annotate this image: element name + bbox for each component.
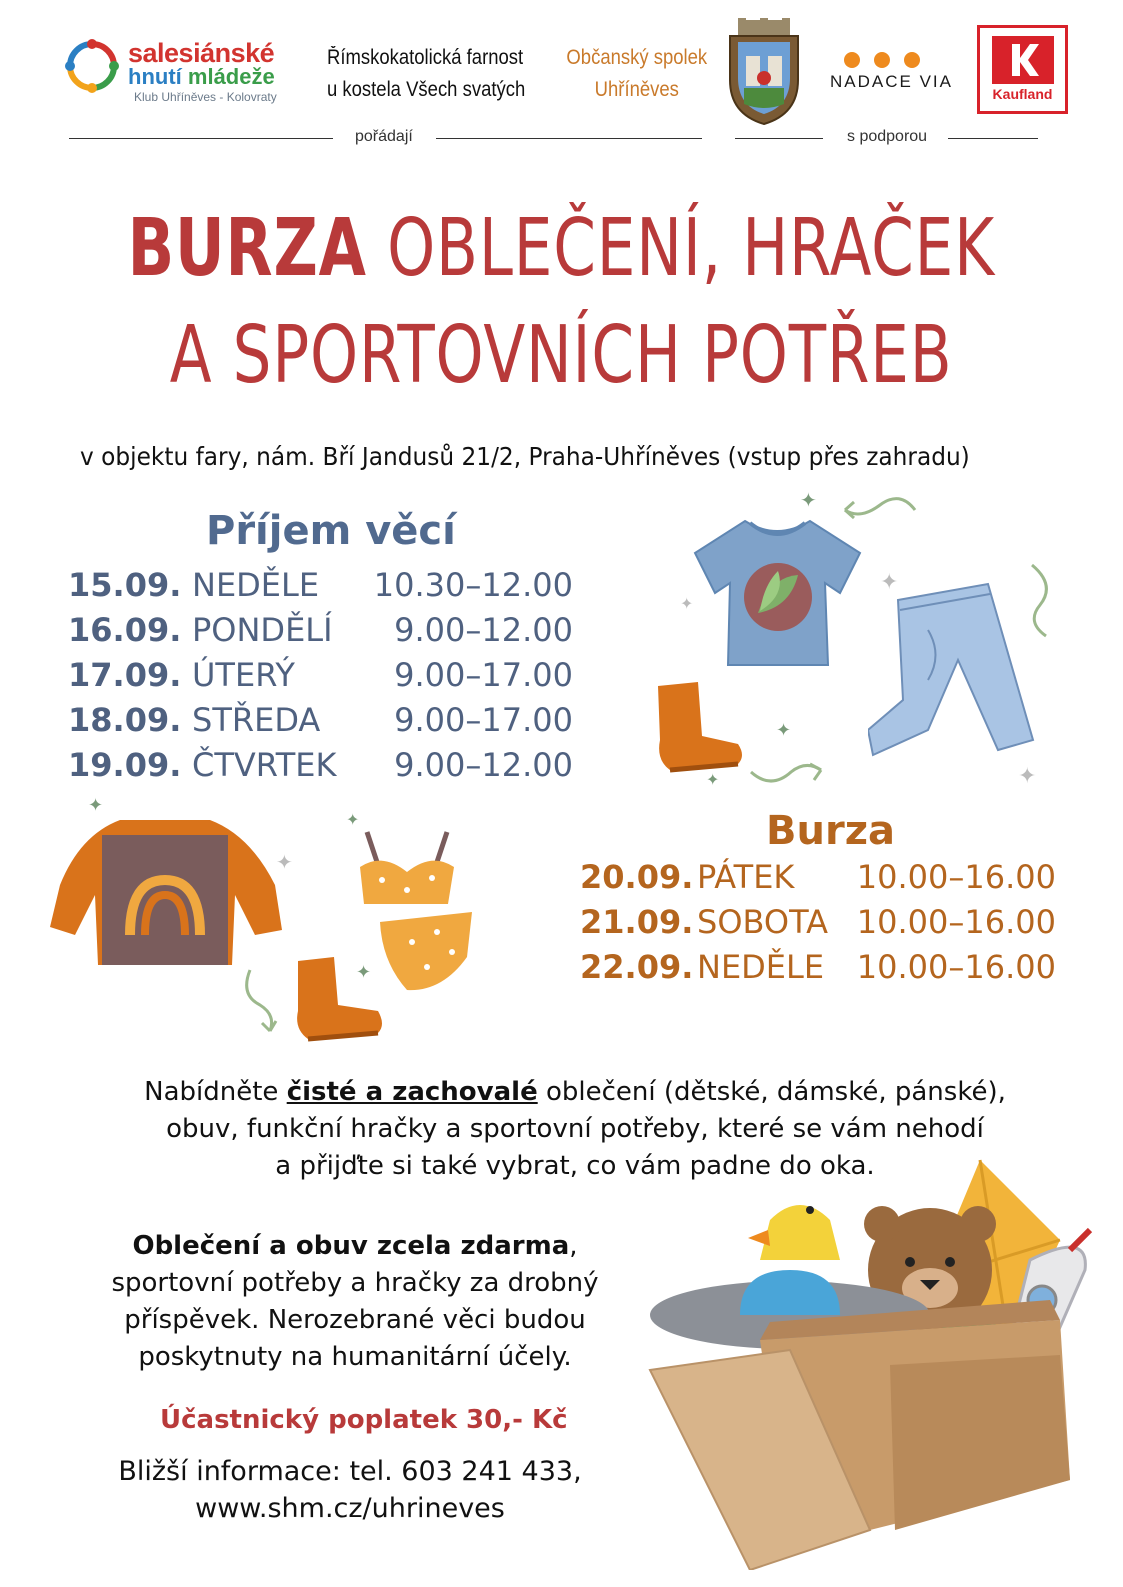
burza-heading: Burza (766, 808, 895, 854)
shm-logo-line3: Klub Uhříněves - Kolovraty (134, 90, 277, 104)
burza-row (580, 903, 1056, 948)
burza-schedule (580, 858, 1060, 998)
prijem-time: 9.00–12.00 (394, 746, 573, 784)
tshirt-illustration (690, 515, 865, 674)
sparkle-icon: ✦ (776, 720, 792, 741)
sparkle-icon: ✦ (706, 770, 720, 789)
burza-day: SOBOTA (697, 903, 829, 941)
prijem-date: 17.09. (68, 656, 182, 694)
prijem-day: ČTVRTEK (192, 746, 337, 784)
header-divider (69, 138, 333, 139)
page-title: BURZA OBLEČENÍ, HRAČEK (127, 202, 996, 294)
sparkle-icon: ✦ (356, 962, 372, 983)
prijem-date: 15.09. (68, 566, 182, 604)
prijem-date: 16.09. (68, 611, 182, 649)
prijem-date: 19.09. (68, 746, 182, 784)
sparkle-icon: ✦ (680, 594, 694, 613)
prijem-day: STŘEDA (192, 701, 321, 739)
prijem-row (68, 566, 573, 611)
burza-date: 21.09. (580, 903, 694, 941)
arrow-doodle-icon (1022, 560, 1058, 644)
kaufland-logo-icon (992, 36, 1054, 84)
burza-day: PÁTEK (697, 858, 795, 896)
burza-time: 10.00–16.00 (856, 948, 1056, 986)
prijem-day: PONDĚLÍ (192, 611, 333, 649)
nadace-via-text: NADACE VIA (830, 72, 953, 91)
spolek-logo-text: Občanský spolek Uhříněves (566, 46, 708, 101)
sparkle-icon: ✦ (346, 810, 360, 829)
coat-of-arms-icon (724, 18, 804, 126)
shm-logo-icon (64, 38, 120, 94)
prijem-row (68, 656, 573, 701)
burza-row (580, 948, 1056, 993)
burza-time: 10.00–16.00 (856, 903, 1056, 941)
arrow-doodle-icon (840, 490, 920, 534)
burza-time: 10.00–16.00 (856, 858, 1056, 896)
burza-date: 20.09. (580, 858, 694, 896)
address-text: v objektu fary, nám. Bří Jandusů 21/2, Praha-Uhříněves (vstup přes zahradu) (80, 442, 970, 471)
sparkle-icon: ✦ (88, 795, 104, 816)
sparkle-icon: ✦ (880, 570, 899, 595)
offer-paragraph: Nabídněte čisté a zachovalé oblečení (dětské, dámské, pánské), obuv, funkční hračky a sportovní potřeby, které se vám nehodí a přijďte si také vybrat, co vám padne do oka. (144, 1077, 1006, 1181)
nadace-via-dots-icon (842, 50, 926, 74)
arrow-doodle-icon (746, 752, 826, 792)
header-divider (735, 138, 823, 139)
farnost-logo-text: Římskokatolická farnost u kostela Všech svatých (327, 46, 526, 101)
prijem-heading: Příjem věcí (206, 508, 456, 554)
prijem-day: NEDĚLE (192, 566, 320, 604)
burza-row (580, 858, 1056, 903)
prijem-row (68, 611, 573, 656)
poradaji-label: pořádají (355, 128, 413, 145)
sparkle-icon: ✦ (800, 488, 817, 512)
boot-illustration (290, 955, 390, 1049)
fee-text: Účastnický poplatek 30,- Kč (160, 1405, 568, 1435)
podpora-label: s podporou (847, 128, 928, 145)
boot-illustration (650, 680, 750, 784)
prijem-row (68, 746, 573, 791)
jeans-illustration (868, 580, 1048, 789)
prijem-schedule (68, 566, 578, 796)
toy-box-illustration (630, 1150, 1100, 1574)
prijem-time: 9.00–17.00 (394, 656, 573, 694)
contact-info: Bližší informace: tel. 603 241 433, www.shm.cz/uhrineves (118, 1456, 582, 1524)
prijem-time: 9.00–12.00 (394, 611, 573, 649)
burza-date: 22.09. (580, 948, 694, 986)
kaufland-logo: Kaufland (977, 25, 1068, 114)
sparkle-icon: ✦ (1018, 764, 1037, 789)
prijem-time: 9.00–17.00 (394, 701, 573, 739)
shm-logo-line2: hnutí mládeže (128, 64, 275, 89)
burza-day: NEDĚLE (697, 948, 825, 986)
prijem-date: 18.09. (68, 701, 182, 739)
prijem-row (68, 701, 573, 746)
shm-logo (64, 38, 120, 94)
header-divider (436, 138, 702, 139)
sparkle-icon: ✦ (276, 850, 293, 874)
sweater-illustration (50, 815, 285, 979)
header-divider (948, 138, 1038, 139)
page-title-line2: A SPORTOVNÍCH POTŘEB (170, 309, 953, 401)
free-paragraph: Oblečení a obuv zcela zdarma, sportovní potřeby a hračky za drobný příspěvek. Nerozebrané věci budou poskytnuty na humanitární účely. (111, 1231, 599, 1372)
prijem-day: ÚTERÝ (192, 656, 295, 694)
prijem-time: 10.30–12.00 (373, 566, 573, 604)
arrow-doodle-icon (240, 965, 280, 1039)
shm-logo-line1: salesiánské (128, 38, 275, 68)
